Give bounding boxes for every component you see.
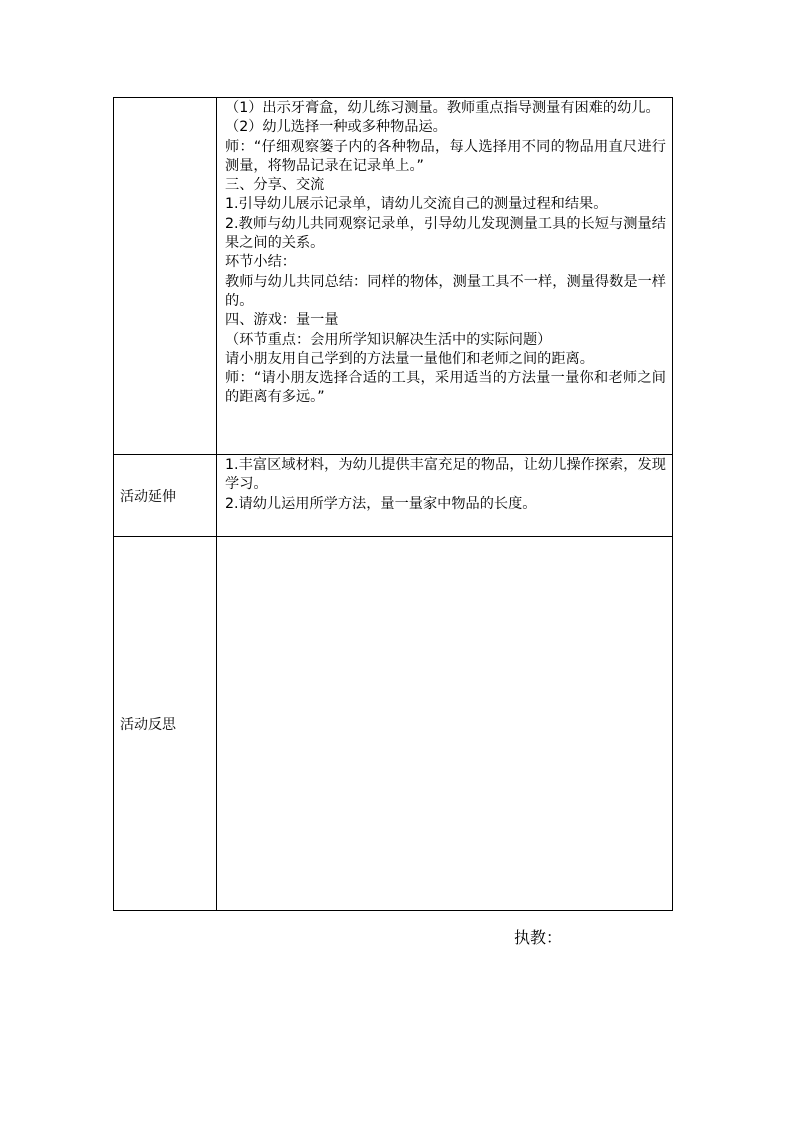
text-line: 请小朋友用自己学到的方法量一量他们和老师之间的距离。 [225,350,594,367]
text-line: 1.丰富区域材料，为幼儿提供丰富充足的物品，让幼儿操作探索，发现学习。 [225,457,666,493]
activity-extension-row [114,455,673,537]
text-line: （1）出示牙膏盒，幼儿练习测量。教师重点指导测量有困难的幼儿。 [225,100,660,116]
text-line: 2.教师与幼儿共同观察记录单，引导幼儿发现测量工具的长短与测量结果之间的关系。 [225,215,666,252]
activity-extension-label: 活动延伸 [114,455,217,537]
text-line: 2.请幼儿运用所学方法，量一量家中物品的长度。 [225,495,537,512]
lesson-plan-table [113,97,673,911]
activity-extension-content [217,455,673,537]
text-line: 师：“仔细观察篓子内的各种物品，每人选择用不同的物品用直尺进行测量，将物品记录在记录单上。” [225,138,666,174]
activity-reflection-row [114,537,673,911]
text-line: （环节重点：会用所学知识解决生活中的实际问题） [225,331,552,348]
text-line: 教师与幼儿共同总结：同样的物体，测量工具不一样，测量得数是一样的。 [225,273,666,309]
activity-reflection-label: 活动反思 [114,537,217,911]
activity-reflection-content [217,537,673,911]
section-heading: 四、游戏：量一量 [225,312,339,329]
section-heading: 三、分享、交流 [225,177,325,194]
activity-process-content [217,98,673,455]
row-label-empty [114,98,217,455]
text-line: （2）幼儿选择一种或多种物品运。 [225,119,447,136]
activity-process-row [114,98,673,455]
text-line: 师：“请小朋友选择合适的工具，采用适当的方法量一量你和老师之间的距离有多远。” [225,370,666,406]
teacher-signature-label: 执教： [514,928,563,947]
text-line: 1.引导幼儿展示记录单，请幼儿交流自己的测量过程和结果。 [225,196,608,213]
text-line: 环节小结： [225,254,296,271]
